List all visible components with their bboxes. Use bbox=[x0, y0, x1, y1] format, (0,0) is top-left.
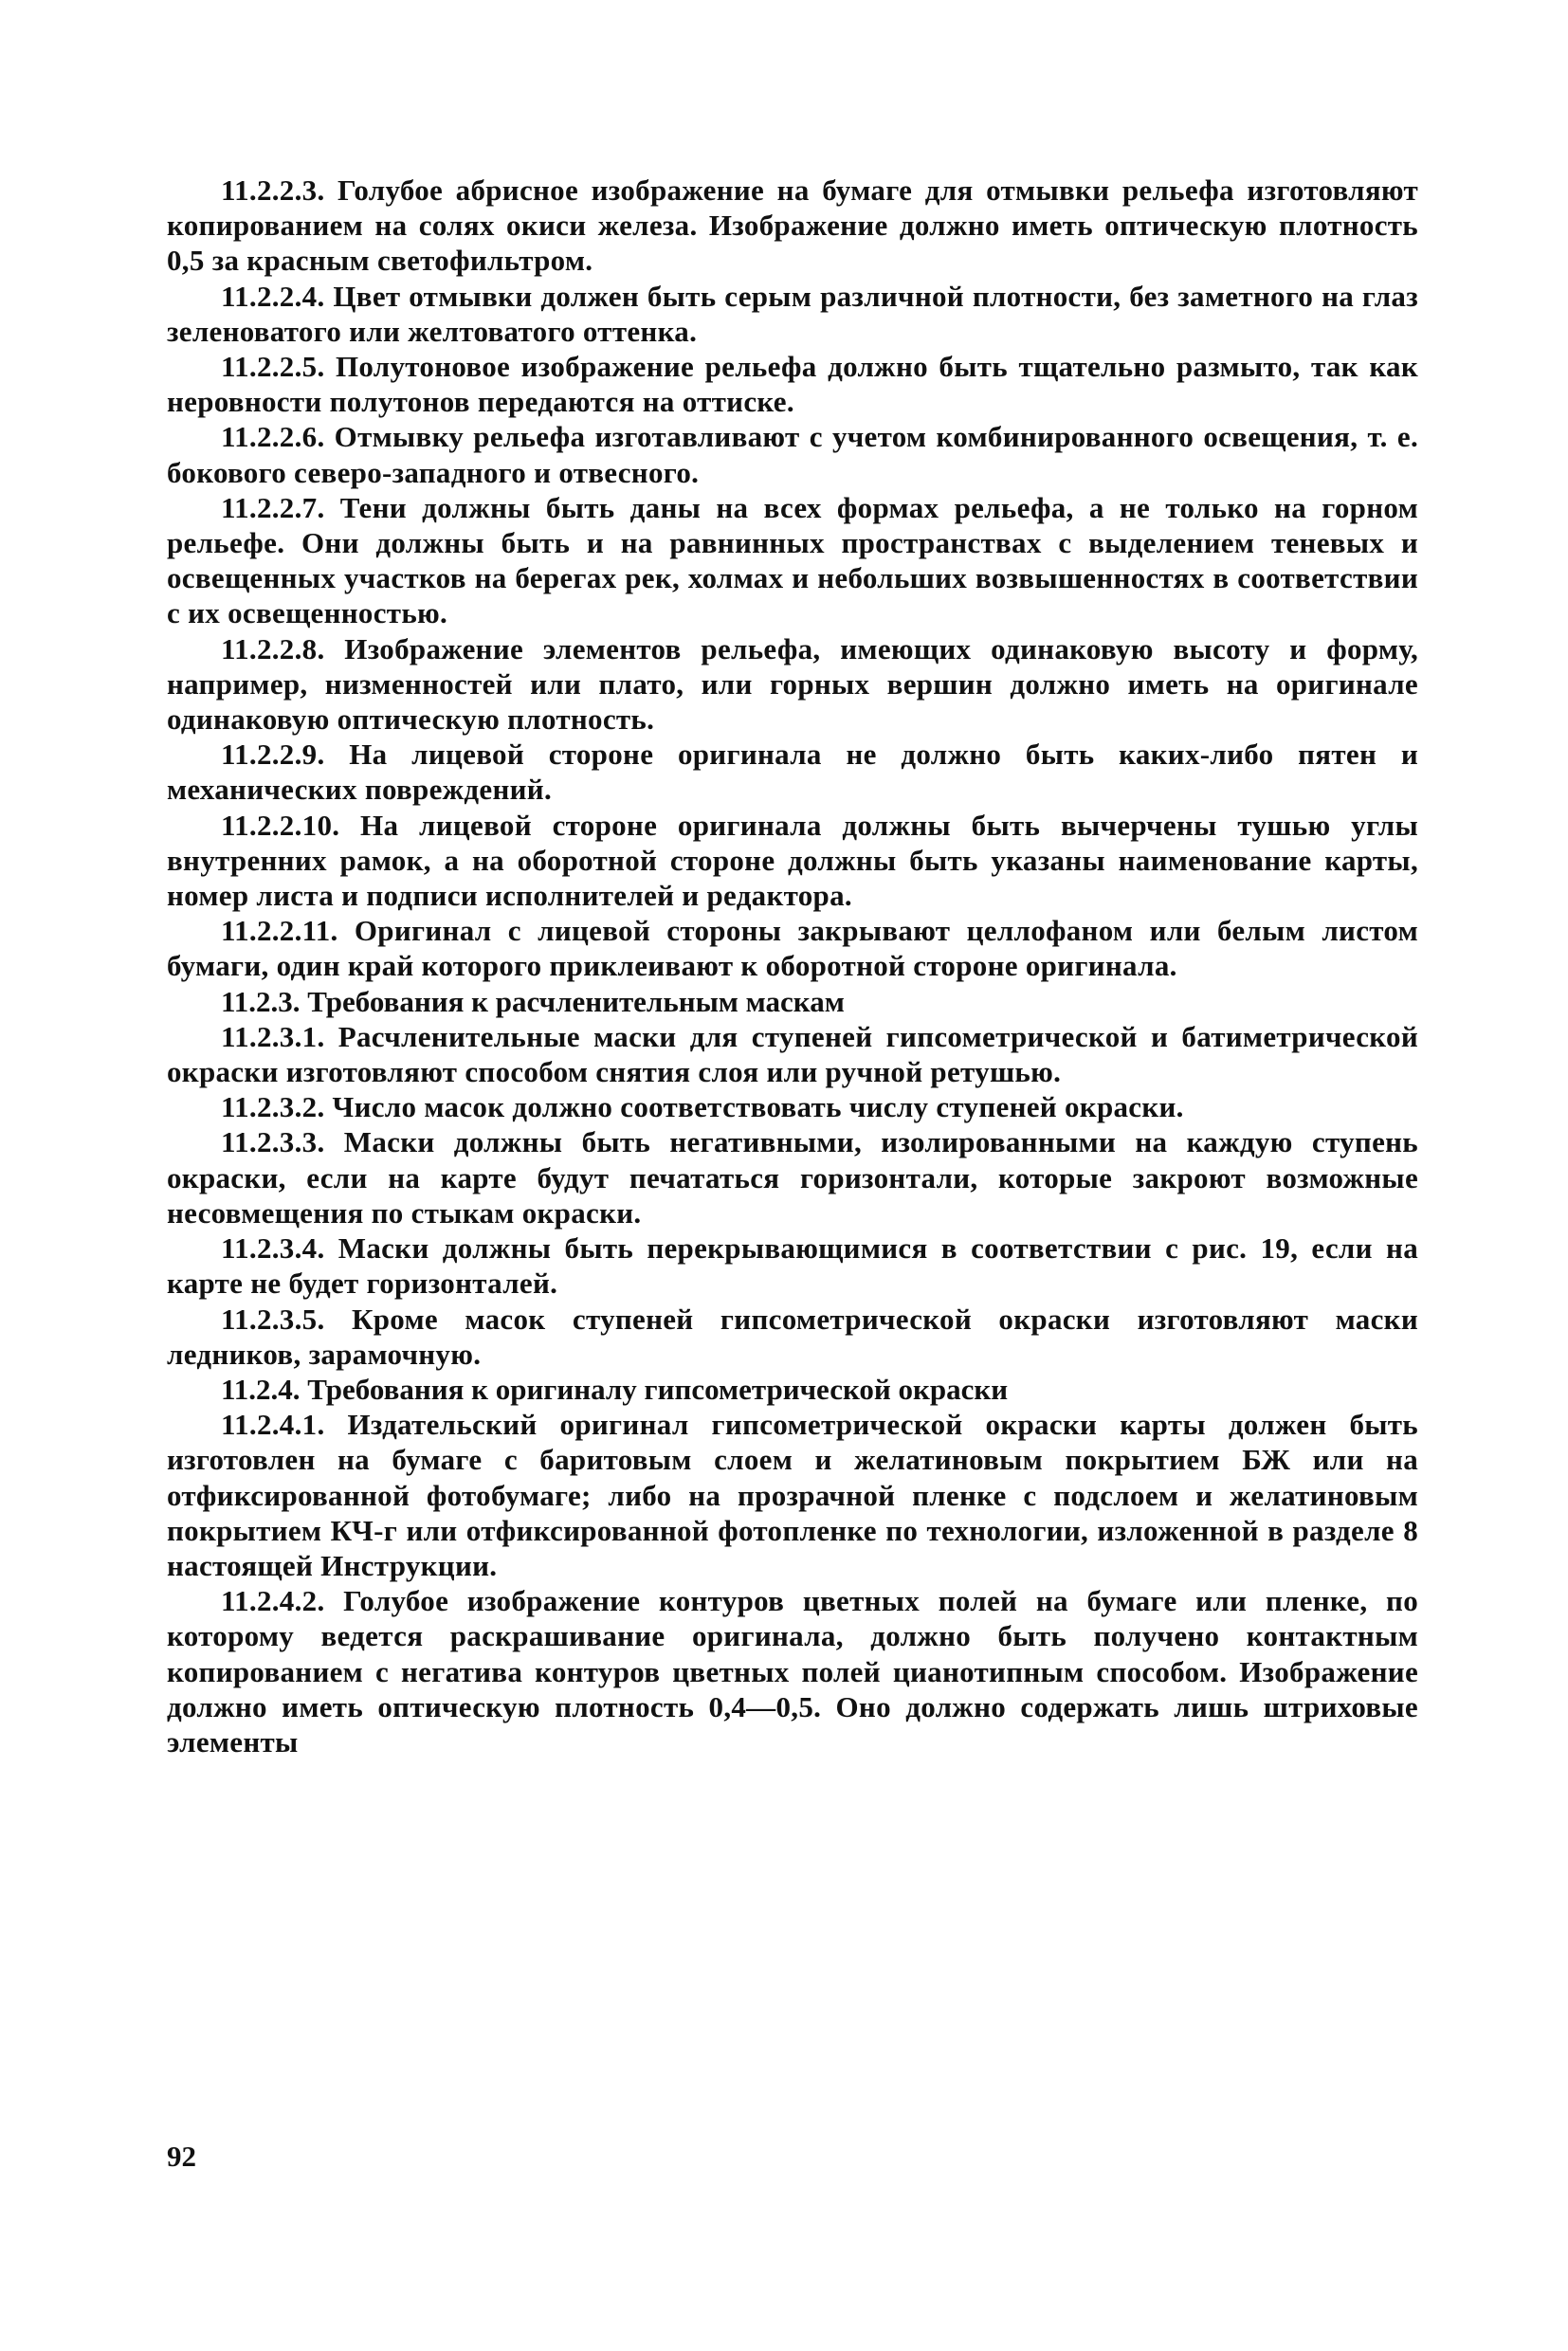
page-number: 92 bbox=[167, 2140, 196, 2173]
page-body bbox=[167, 173, 1418, 1759]
paragraph-11-2-3-5: 11.2.3.5. Кроме масок ступеней гипсометрической окраски изготовляют маски ледников, зарамочную. bbox=[167, 1302, 1418, 1371]
section-heading-11-2-4: 11.2.4. Требования к оригиналу гипсометрической окраски bbox=[221, 1372, 1009, 1406]
paragraph-11-2-3-2: 11.2.3.2. Число масок должно соответствовать числу ступеней окраски. bbox=[221, 1090, 1184, 1124]
paragraph-11-2-2-7: 11.2.2.7. Тени должны быть даны на всех формах рельефа, а не только на горном рельефе. Они должны быть и на равнинных пространствах с выделением теневых и освещенных участков на берегах рек, холмах и небольших возвышенностях в соответствии с их освещенностью. bbox=[167, 490, 1418, 630]
paragraph-11-2-4-1: 11.2.4.1. Издательский оригинал гипсометрической окраски карты должен быть изготовлен на бумаге с баритовым слоем и желатиновым покрытием БЖ или на отфиксированной фотобумаге; либо на прозрачной пленке с подслоем и желатиновым покрытием КЧ-г или отфиксированной фотопленке по технологии, изложенной в разделе 8 настоящей Инструкции. bbox=[167, 1408, 1418, 1582]
paragraph-11-2-3-1: 11.2.3.1. Расчленительные маски для ступеней гипсометрической и батиметрической окраски изготовляют способом снятия слоя или ручной ретушью. bbox=[167, 1019, 1418, 1089]
paragraph-11-2-2-4: 11.2.2.4. Цвет отмывки должен быть серым различной плотности, без заметного на глаз зеленоватого или желтоватого оттенка. bbox=[167, 279, 1418, 348]
paragraph-11-2-2-3: 11.2.2.3. Голубое абрисное изображение на бумаге для отмывки рельефа изготовляют копированием на солях окиси железа. Изображение должно иметь оптическую плотность 0,5 за красным светофильтром. bbox=[167, 173, 1418, 278]
paragraph-11-2-2-11: 11.2.2.11. Оригинал с лицевой стороны закрывают целлофаном или белым листом бумаги, один край которого приклеивают к оборотной стороне оригинала. bbox=[167, 914, 1418, 983]
paragraph-11-2-2-5: 11.2.2.5. Полутоновое изображение рельефа должно быть тщательно размыто, так как неровности полутонов передаются на оттиске. bbox=[167, 350, 1418, 419]
paragraph-11-2-4-2: 11.2.4.2. Голубое изображение контуров цветных полей на бумаге или пленке, по которому ведется раскрашивание оригинала, должно быть получено контактным копированием с негатива контуров цветных полей цианотипным способом. Изображение должно иметь оптическую плотность 0,4—0,5. Оно должно содержать лишь штриховые элементы bbox=[167, 1584, 1418, 1759]
paragraph-11-2-2-9: 11.2.2.9. На лицевой стороне оригинала не должно быть каких-либо пятен и механических повреждений. bbox=[167, 738, 1418, 807]
section-heading-11-2-3: 11.2.3. Требования к расчленительным маскам bbox=[221, 984, 845, 1018]
paragraph-11-2-3-4: 11.2.3.4. Маски должны быть перекрывающимися в соответствии с рис. 19, если на карте не будет горизонталей. bbox=[167, 1231, 1418, 1301]
paragraph-11-2-2-8: 11.2.2.8. Изображение элементов рельефа, имеющих одинаковую высоту и форму, например, низменностей или плато, или горных вершин должно иметь на оригинале одинаковую оптическую плотность. bbox=[167, 631, 1418, 737]
paragraph-11-2-3-3: 11.2.3.3. Маски должны быть негативными, изолированными на каждую ступень окраски, если на карте будут печататься горизонтали, которые закроют возможные несовмещения по стыкам окраски. bbox=[167, 1125, 1418, 1230]
paragraph-11-2-2-10: 11.2.2.10. На лицевой стороне оригинала должны быть вычерчены тушью углы внутренних рамок, а на оборотной стороне должны быть указаны наименование карты, номер листа и подписи исполнителей и редактора. bbox=[167, 808, 1418, 913]
paragraph-11-2-2-6: 11.2.2.6. Отмывку рельефа изготавливают с учетом комбинированного освещения, т. е. бокового северо-западного и отвесного. bbox=[167, 420, 1418, 489]
